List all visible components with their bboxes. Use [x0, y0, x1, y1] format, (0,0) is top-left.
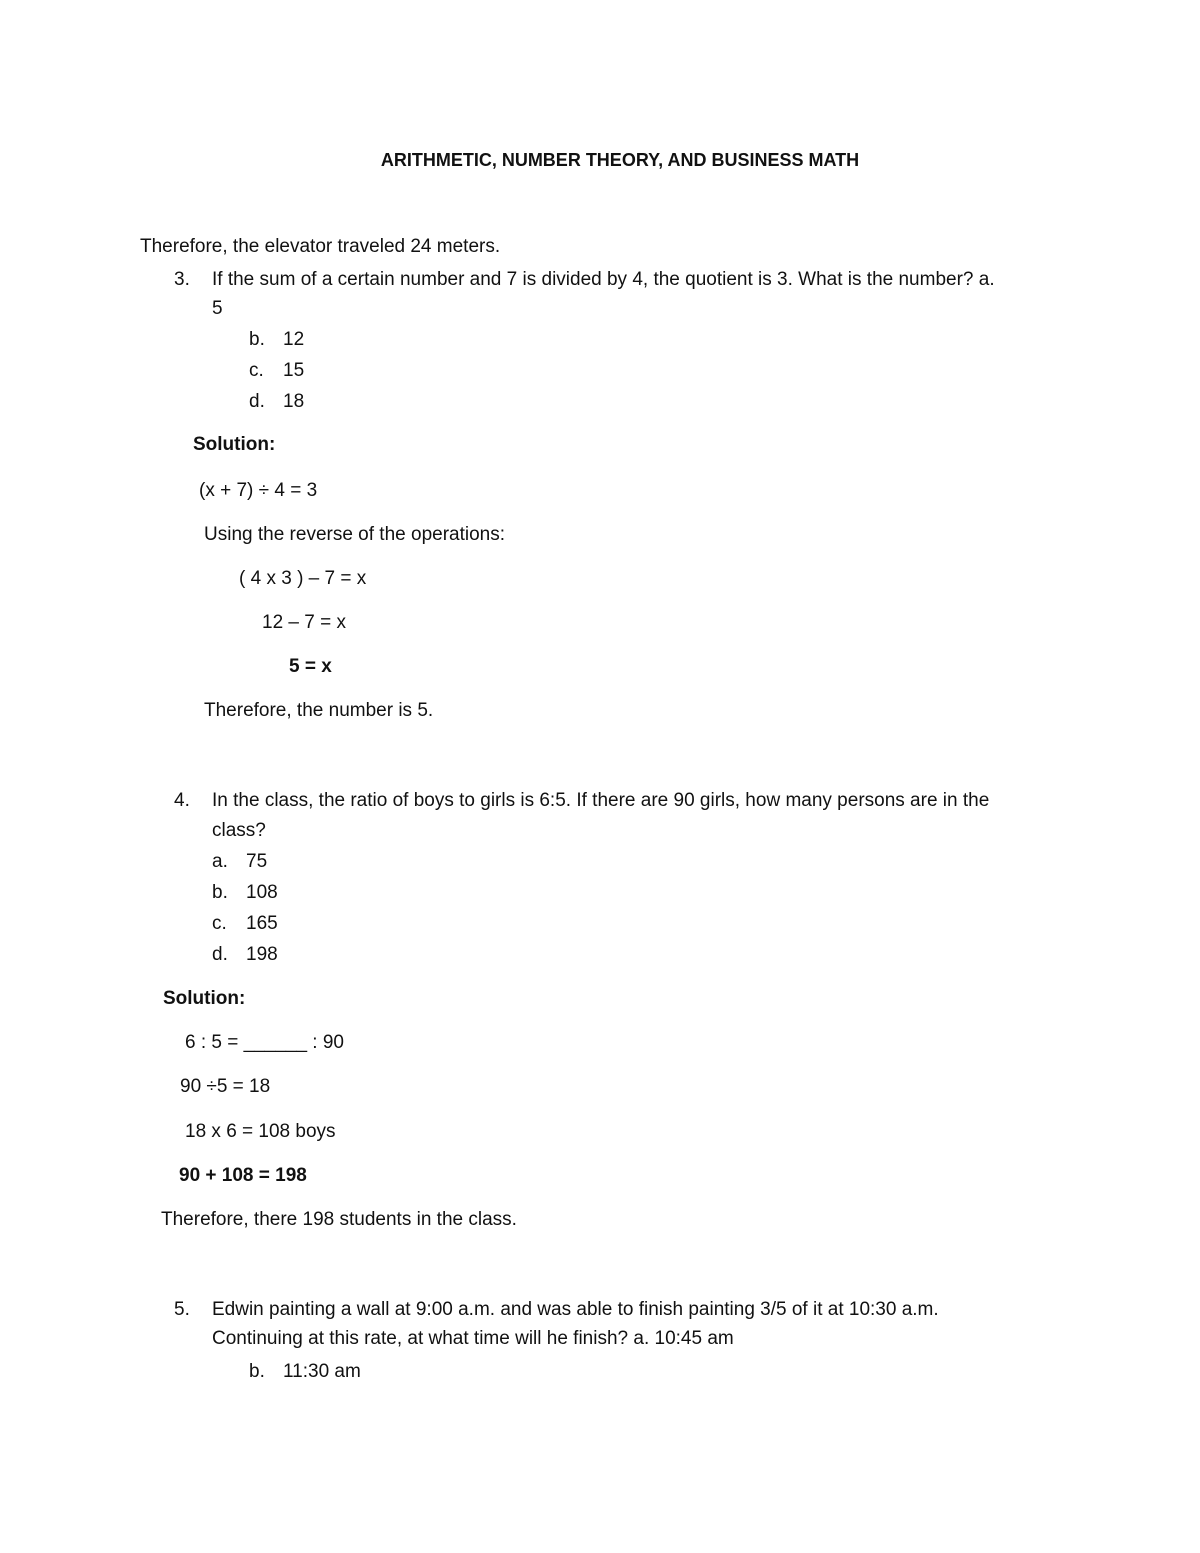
q4-step-2: 18 x 6 = 108 boys — [185, 1121, 336, 1142]
q3-choice-b-value: 12 — [283, 329, 305, 350]
q4-conclusion: Therefore, there 198 students in the class. — [161, 1209, 517, 1230]
q3-solution-label: Solution: — [193, 434, 276, 455]
page-title: ARITHMETIC, NUMBER THEORY, AND BUSINESS MATH — [380, 150, 860, 170]
q4-choice-d-letter: d. — [212, 944, 228, 965]
q4-choice-a-value: 75 — [246, 851, 268, 872]
q4-choice-b-value: 108 — [246, 882, 278, 903]
q3-equation: (x + 7) ÷ 4 = 3 — [199, 480, 318, 501]
q4-choice-b-letter: b. — [212, 882, 228, 903]
q4-number: 4. — [174, 790, 190, 811]
q4-choice-d-value: 198 — [246, 944, 278, 965]
q4-solution-label: Solution: — [163, 988, 246, 1009]
q3-number: 3. — [174, 269, 190, 290]
q5-number: 5. — [174, 1299, 190, 1320]
q4-step-1: 90 ÷5 = 18 — [180, 1076, 271, 1097]
q4-ratio: 6 : 5 = ______ : 90 — [185, 1032, 344, 1053]
q5-choice-b-letter: b. — [249, 1361, 265, 1382]
q3-conclusion: Therefore, the number is 5. — [204, 700, 434, 721]
q3-step-1: ( 4 x 3 ) – 7 = x — [239, 568, 367, 589]
q3-choice-b-letter: b. — [249, 329, 265, 350]
q4-choice-c-letter: c. — [212, 913, 227, 934]
q5-text: Edwin painting a wall at 9:00 a.m. and was able to finish painting 3/5 of it at 10:30 a.m. — [212, 1299, 939, 1320]
intro-text: Therefore, the elevator traveled 24 meters. — [140, 236, 501, 257]
q4-choice-a-letter: a. — [212, 851, 228, 872]
q3-step-3: 5 = x — [289, 656, 332, 677]
q5-choice-b-value: 11:30 am — [283, 1361, 361, 1382]
q3-step-2: 12 – 7 = x — [262, 612, 346, 633]
q3-choice-c-letter: c. — [249, 360, 264, 381]
q5-text-wrap: Continuing at this rate, at what time will he finish? a. 10:45 am — [212, 1328, 734, 1349]
q3-choice-d-value: 18 — [283, 391, 305, 412]
q3-text-wrap: 5 — [212, 298, 223, 319]
q3-choice-c-value: 15 — [283, 360, 305, 381]
q4-text-wrap: class? — [212, 820, 266, 841]
q3-choice-d-letter: d. — [249, 391, 265, 412]
q3-text: If the sum of a certain number and 7 is divided by 4, the quotient is 3. What is the number? a. — [212, 269, 995, 290]
q4-text: In the class, the ratio of boys to girls is 6:5. If there are 90 girls, how many persons are in the — [212, 790, 990, 811]
q3-method: Using the reverse of the operations: — [204, 524, 506, 545]
q4-choice-c-value: 165 — [246, 913, 278, 934]
q4-step-3: 90 + 108 = 198 — [179, 1165, 307, 1186]
